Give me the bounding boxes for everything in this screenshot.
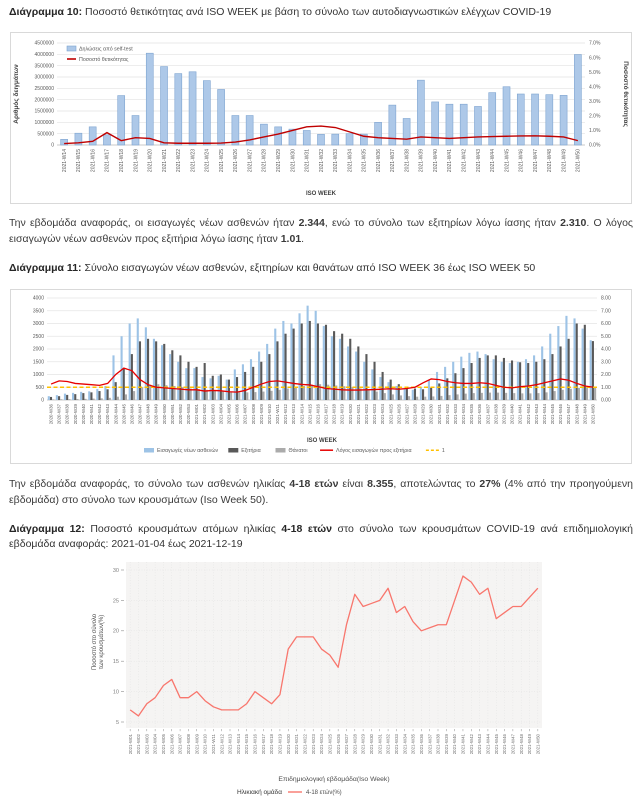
- svg-text:2021-W44: 2021-W44: [490, 148, 497, 172]
- svg-text:2021-W32: 2021-W32: [318, 148, 325, 172]
- svg-text:2021-W05: 2021-W05: [161, 733, 167, 754]
- svg-text:2021-W50: 2021-W50: [535, 733, 541, 754]
- plot-area: [13, 41, 629, 197]
- svg-text:2021-W12: 2021-W12: [283, 404, 289, 425]
- svg-text:2021-W24: 2021-W24: [380, 404, 386, 425]
- svg-text:2021-W07: 2021-W07: [242, 404, 248, 425]
- svg-text:3.0%: 3.0%: [589, 98, 601, 105]
- svg-text:Θάνατοι: Θάνατοι: [288, 448, 308, 455]
- svg-text:2021-W36: 2021-W36: [418, 733, 424, 754]
- svg-text:4.00: 4.00: [601, 347, 611, 354]
- svg-text:Δηλώσεις από self-test: Δηλώσεις από self-test: [79, 46, 133, 53]
- svg-text:2021-W28: 2021-W28: [261, 148, 268, 172]
- svg-text:2020-W36: 2020-W36: [48, 404, 54, 425]
- svg-text:2021-W11: 2021-W11: [210, 733, 216, 754]
- svg-text:2021-W11: 2021-W11: [275, 404, 281, 425]
- svg-text:2021-W41: 2021-W41: [517, 404, 523, 425]
- svg-text:2020-W52: 2020-W52: [177, 404, 183, 425]
- svg-text:2021-W40: 2021-W40: [452, 733, 458, 754]
- svg-text:2021-W18: 2021-W18: [331, 404, 337, 425]
- svg-text:2021-W25: 2021-W25: [218, 148, 225, 172]
- svg-text:2.0%: 2.0%: [589, 113, 601, 120]
- svg-text:2021-W48: 2021-W48: [574, 404, 580, 425]
- svg-text:2021-W24: 2021-W24: [204, 148, 211, 172]
- svg-text:3000: 3000: [32, 321, 44, 328]
- svg-text:2021-W24: 2021-W24: [319, 733, 325, 754]
- svg-text:2021-W32: 2021-W32: [444, 404, 450, 425]
- chart10-panel: [10, 32, 632, 204]
- svg-text:2021-W45: 2021-W45: [493, 733, 499, 754]
- svg-text:30: 30: [112, 567, 119, 574]
- svg-text:2021-W28: 2021-W28: [412, 404, 418, 425]
- svg-text:1.00: 1.00: [601, 385, 611, 392]
- svg-text:5.00: 5.00: [601, 334, 611, 341]
- svg-text:6.0%: 6.0%: [589, 55, 601, 62]
- svg-text:0: 0: [51, 142, 54, 149]
- svg-text:2021-W26: 2021-W26: [396, 404, 402, 425]
- svg-text:7.0%: 7.0%: [589, 40, 601, 47]
- svg-text:2500: 2500: [32, 334, 44, 341]
- svg-text:2021-W38: 2021-W38: [435, 733, 441, 754]
- svg-text:2021-W17: 2021-W17: [104, 148, 111, 172]
- svg-text:2021-W01: 2021-W01: [194, 404, 200, 425]
- svg-text:2021-W26: 2021-W26: [233, 148, 240, 172]
- svg-text:2021-W42: 2021-W42: [468, 733, 474, 754]
- svg-text:3.00: 3.00: [601, 359, 611, 366]
- svg-text:2021-W37: 2021-W37: [390, 148, 397, 172]
- svg-text:3500: 3500: [32, 308, 44, 315]
- svg-text:6.00: 6.00: [601, 321, 611, 328]
- svg-text:2021-W27: 2021-W27: [344, 733, 350, 754]
- svg-text:2021-W10: 2021-W10: [266, 404, 272, 425]
- svg-text:0.0%: 0.0%: [589, 142, 601, 149]
- svg-text:2021-W19: 2021-W19: [277, 733, 283, 754]
- svg-text:15: 15: [112, 658, 119, 665]
- svg-text:2021-W13: 2021-W13: [291, 404, 297, 425]
- chart10-caption: Διάγραμμα 10: Ποσοστό θετικότητας ανά ISO WEEK με βάση το σύνολο των αυτοδιαγνωστικών ελέγχων COVID-19: [9, 6, 552, 18]
- svg-text:2021-W34: 2021-W34: [461, 404, 467, 425]
- chart11-panel: [10, 289, 632, 464]
- svg-text:4500000: 4500000: [34, 40, 54, 47]
- chart12-panel: [86, 556, 556, 801]
- svg-text:ISO WEEK: ISO WEEK: [305, 190, 337, 197]
- svg-text:3000000: 3000000: [34, 74, 54, 81]
- svg-text:2021-W16: 2021-W16: [90, 148, 97, 172]
- svg-text:1: 1: [441, 448, 445, 455]
- svg-text:2021-W21: 2021-W21: [294, 733, 300, 754]
- svg-text:2021-W49: 2021-W49: [527, 733, 533, 754]
- svg-text:4.0%: 4.0%: [589, 84, 601, 91]
- svg-text:2021-W19: 2021-W19: [339, 404, 345, 425]
- svg-text:2021-W20: 2021-W20: [285, 733, 291, 754]
- svg-text:2021-W10: 2021-W10: [202, 733, 208, 754]
- svg-text:2021-W40: 2021-W40: [509, 404, 515, 425]
- svg-text:2021-W49: 2021-W49: [561, 148, 568, 172]
- svg-text:2021-W47: 2021-W47: [532, 148, 539, 172]
- svg-text:2020-W50: 2020-W50: [161, 404, 167, 425]
- svg-text:2021-W45: 2021-W45: [550, 404, 556, 425]
- plot-area: [33, 296, 611, 444]
- svg-text:2020-W46: 2020-W46: [129, 404, 135, 425]
- svg-text:2021-W29: 2021-W29: [360, 733, 366, 754]
- svg-text:2021-W39: 2021-W39: [501, 404, 507, 425]
- svg-text:Αριθμός δειγμάτων: Αριθμός δειγμάτων: [13, 64, 20, 124]
- svg-text:500000: 500000: [37, 131, 54, 138]
- svg-text:2021-W43: 2021-W43: [477, 733, 483, 754]
- svg-text:2021-W48: 2021-W48: [547, 148, 554, 172]
- svg-text:2021-W17: 2021-W17: [260, 733, 266, 754]
- svg-text:Ποσοστό θετικότητας: Ποσοστό θετικότητας: [79, 56, 129, 63]
- svg-text:10: 10: [112, 689, 119, 696]
- svg-text:2021-W45: 2021-W45: [504, 148, 511, 172]
- svg-text:1000: 1000: [32, 372, 44, 379]
- svg-text:2021-W15: 2021-W15: [307, 404, 313, 425]
- legend: [237, 788, 342, 796]
- svg-text:2.00: 2.00: [601, 372, 611, 379]
- svg-text:2021-W03: 2021-W03: [144, 733, 150, 754]
- legend: [144, 447, 445, 454]
- svg-text:2021-W43: 2021-W43: [475, 148, 482, 172]
- svg-text:2021-W08: 2021-W08: [250, 404, 256, 425]
- svg-text:2021-W20: 2021-W20: [347, 404, 353, 425]
- svg-text:2021-W42: 2021-W42: [461, 148, 468, 172]
- svg-text:2021-W13: 2021-W13: [227, 733, 233, 754]
- svg-text:5: 5: [115, 719, 119, 726]
- svg-text:2021-W09: 2021-W09: [194, 733, 200, 754]
- admissions-discharges-deaths-chart: [11, 290, 630, 463]
- svg-text:2021-W27: 2021-W27: [404, 404, 410, 425]
- svg-text:2021-W39: 2021-W39: [418, 148, 425, 172]
- svg-text:2021-W47: 2021-W47: [510, 733, 516, 754]
- svg-text:2021-W12: 2021-W12: [219, 733, 225, 754]
- svg-text:20: 20: [112, 628, 119, 635]
- svg-text:2021-W35: 2021-W35: [410, 733, 416, 754]
- svg-text:2021-W50: 2021-W50: [575, 148, 582, 172]
- svg-text:2021-W46: 2021-W46: [502, 733, 508, 754]
- svg-text:2021-W30: 2021-W30: [290, 148, 297, 172]
- svg-text:2021-W14: 2021-W14: [235, 733, 241, 754]
- svg-text:2021-W21: 2021-W21: [161, 148, 168, 172]
- age-4-18-percentage-chart: [86, 556, 556, 801]
- svg-text:2021-W01: 2021-W01: [127, 733, 133, 754]
- svg-text:4000: 4000: [32, 296, 44, 303]
- svg-text:2021-W21: 2021-W21: [355, 404, 361, 425]
- svg-text:2020-W44: 2020-W44: [113, 404, 119, 425]
- svg-text:2021-W31: 2021-W31: [304, 148, 311, 172]
- svg-text:2021-W30: 2021-W30: [369, 733, 375, 754]
- svg-text:2021-W14: 2021-W14: [299, 404, 305, 425]
- svg-text:2021-W37: 2021-W37: [427, 733, 433, 754]
- svg-text:4-18 ετών(%): 4-18 ετών(%): [306, 789, 342, 796]
- svg-text:ISO WEEK: ISO WEEK: [306, 438, 338, 445]
- svg-text:2021-W09: 2021-W09: [258, 404, 264, 425]
- svg-text:2021-W15: 2021-W15: [76, 148, 83, 172]
- svg-text:2021-W40: 2021-W40: [432, 148, 439, 172]
- svg-text:2021-W46: 2021-W46: [518, 148, 525, 172]
- svg-text:2020-W42: 2020-W42: [97, 404, 103, 425]
- svg-text:2021-W44: 2021-W44: [485, 733, 491, 754]
- svg-text:2020-W43: 2020-W43: [105, 404, 111, 425]
- svg-text:0: 0: [41, 398, 44, 405]
- svg-text:2021-W33: 2021-W33: [333, 148, 340, 172]
- svg-text:2021-W41: 2021-W41: [447, 148, 454, 172]
- svg-text:2500000: 2500000: [34, 85, 54, 92]
- admissions-summary-text: Την εβδομάδα αναφοράς, οι εισαγωγές νέων ασθενών ήταν 2.344, ενώ το σύνολο των εξιτηρίων λόγω ίασης ήταν 2.310. Ο λόγος εισαγωγών νέων ασθενών προς εξιτήρια λόγω ίασης ήταν 1.01.: [9, 216, 633, 245]
- svg-text:2021-W03: 2021-W03: [210, 404, 216, 425]
- svg-text:1500: 1500: [32, 359, 44, 366]
- svg-text:2020-W39: 2020-W39: [72, 404, 78, 425]
- svg-text:Λόγος εισαγωγών προς εξιτήρια: Λόγος εισαγωγών προς εξιτήρια: [336, 448, 412, 455]
- svg-text:2021-W36: 2021-W36: [477, 404, 483, 425]
- svg-text:2021-W33: 2021-W33: [394, 733, 399, 754]
- svg-text:2021-W46: 2021-W46: [558, 404, 564, 425]
- svg-text:2021-W08: 2021-W08: [186, 733, 191, 754]
- svg-text:2020-W48: 2020-W48: [145, 404, 151, 425]
- svg-text:2021-W49: 2021-W49: [582, 404, 588, 425]
- svg-text:2021-W19: 2021-W19: [133, 148, 140, 172]
- svg-text:2020-W51: 2020-W51: [169, 404, 175, 425]
- svg-text:2021-W50: 2021-W50: [590, 404, 596, 425]
- svg-text:2021-W36: 2021-W36: [375, 148, 382, 172]
- svg-text:2021-W47: 2021-W47: [566, 404, 572, 425]
- svg-text:8.00: 8.00: [601, 296, 611, 303]
- svg-text:2021-W34: 2021-W34: [402, 733, 408, 754]
- svg-text:2021-W18: 2021-W18: [119, 148, 126, 172]
- svg-text:25: 25: [112, 597, 119, 604]
- svg-text:2021-W48: 2021-W48: [518, 733, 524, 754]
- svg-text:2021-W28: 2021-W28: [352, 733, 358, 754]
- svg-text:2021-W27: 2021-W27: [247, 148, 254, 172]
- report-page: [0, 5, 642, 801]
- svg-text:2020-W41: 2020-W41: [88, 404, 94, 425]
- svg-text:Ηλικιακή ομάδα: Ηλικιακή ομάδα: [236, 788, 282, 796]
- svg-text:2021-W06: 2021-W06: [234, 404, 240, 425]
- svg-text:2021-W33: 2021-W33: [452, 404, 458, 425]
- svg-text:2021-W32: 2021-W32: [385, 733, 391, 754]
- svg-text:2021-W23: 2021-W23: [310, 733, 316, 754]
- svg-text:4000000: 4000000: [34, 51, 54, 58]
- svg-text:2020-W45: 2020-W45: [121, 404, 127, 425]
- svg-text:2021-W18: 2021-W18: [269, 733, 275, 754]
- svg-text:1500000: 1500000: [34, 108, 54, 115]
- svg-text:2021-W37: 2021-W37: [485, 404, 491, 425]
- svg-text:1.0%: 1.0%: [589, 128, 601, 135]
- svg-text:2021-W02: 2021-W02: [202, 404, 208, 425]
- svg-text:2020-W53: 2020-W53: [186, 404, 192, 425]
- svg-text:Ποσοστό θετικότητας: Ποσοστό θετικότητας: [622, 61, 629, 127]
- svg-text:2021-W30: 2021-W30: [428, 404, 434, 425]
- svg-text:2021-W16: 2021-W16: [315, 404, 321, 425]
- selftest-positivity-chart: [11, 33, 631, 203]
- svg-text:Ποσοστό στο σύνολοτων κρουσμάτ: Ποσοστό στο σύνολοτων κρουσμάτων(%): [92, 613, 105, 670]
- svg-text:2000000: 2000000: [34, 97, 54, 104]
- svg-text:Εξιτήρια: Εξιτήρια: [241, 448, 261, 455]
- svg-text:2021-W35: 2021-W35: [469, 404, 475, 425]
- svg-text:2021-W39: 2021-W39: [443, 733, 449, 754]
- svg-text:2021-W16: 2021-W16: [252, 733, 258, 754]
- selftest-bars: [61, 53, 582, 145]
- svg-text:2020-W49: 2020-W49: [153, 404, 159, 425]
- svg-text:2021-W22: 2021-W22: [363, 404, 369, 425]
- svg-text:2021-W25: 2021-W25: [327, 733, 333, 754]
- svg-text:2021-W20: 2021-W20: [147, 148, 154, 172]
- svg-text:2021-W29: 2021-W29: [420, 404, 426, 425]
- svg-text:2021-W04: 2021-W04: [218, 404, 224, 425]
- svg-text:2020-W38: 2020-W38: [64, 404, 70, 425]
- svg-text:2021-W17: 2021-W17: [323, 404, 329, 425]
- svg-text:2021-W38: 2021-W38: [404, 148, 411, 172]
- svg-text:2021-W44: 2021-W44: [541, 404, 547, 425]
- svg-text:Επιδημιολογική εβδομάδα(Iso We: Επιδημιολογική εβδομάδα(Iso Week): [278, 775, 390, 783]
- chart12-caption: Διάγραμμα 12: Ποσοστό κρουσμάτων ατόμων ηλικίας 4-18 ετών στο σύνολο των κρουσμάτων COVID-19 ανά επιδημιολογική εβδομάδα αναφοράς: 2021-01-04 έως 2021-12-19: [9, 522, 633, 550]
- svg-text:500: 500: [35, 385, 44, 392]
- svg-text:2021-W35: 2021-W35: [361, 148, 368, 172]
- svg-text:1000000: 1000000: [34, 119, 54, 126]
- svg-text:2021-W43: 2021-W43: [533, 404, 539, 425]
- svg-text:2021-W29: 2021-W29: [275, 148, 282, 172]
- svg-text:2021-W22: 2021-W22: [176, 148, 183, 172]
- svg-text:3500000: 3500000: [34, 63, 54, 70]
- svg-text:2020-W40: 2020-W40: [80, 404, 86, 425]
- svg-text:2021-W34: 2021-W34: [347, 148, 354, 172]
- svg-text:2021-W31: 2021-W31: [436, 404, 442, 425]
- svg-text:2020-W47: 2020-W47: [137, 404, 143, 425]
- svg-text:2021-W15: 2021-W15: [244, 733, 250, 754]
- svg-text:5.0%: 5.0%: [589, 69, 601, 76]
- svg-text:0.00: 0.00: [601, 398, 611, 405]
- svg-text:2021-W07: 2021-W07: [177, 733, 183, 754]
- svg-text:2021-W04: 2021-W04: [152, 733, 158, 754]
- chart11-caption: Διάγραμμα 11: Σύνολο εισαγωγών νέων ασθενών, εξιτηρίων και θανάτων από ISO WEEK 36 έως ISO WEEK 50: [9, 262, 536, 275]
- svg-text:2021-W31: 2021-W31: [377, 733, 383, 754]
- svg-text:2021-W05: 2021-W05: [226, 404, 232, 425]
- svg-text:2021-W25: 2021-W25: [388, 404, 394, 425]
- svg-text:2021-W14: 2021-W14: [61, 148, 68, 172]
- svg-text:2000: 2000: [32, 347, 44, 354]
- svg-text:2021-W06: 2021-W06: [169, 733, 175, 754]
- svg-text:2021-W26: 2021-W26: [335, 733, 341, 754]
- svg-text:7.00: 7.00: [601, 308, 611, 315]
- svg-text:2021-W23: 2021-W23: [190, 148, 197, 172]
- svg-text:Εισαγωγές νέων ασθενών: Εισαγωγές νέων ασθενών: [157, 448, 219, 455]
- svg-text:2021-W41: 2021-W41: [460, 733, 466, 754]
- svg-text:2020-W37: 2020-W37: [56, 404, 62, 425]
- svg-text:2021-W38: 2021-W38: [493, 404, 499, 425]
- svg-text:2021-W42: 2021-W42: [525, 404, 531, 425]
- svg-text:2021-W23: 2021-W23: [372, 404, 378, 425]
- age-group-summary-text: Την εβδομάδα αναφοράς, το σύνολο των ασθενών ηλικίας 4-18 ετών είναι 8.355, αποτελώντας το 27% (4% από την προηγούμενη εβδομάδα) στο σύνολο των κρουσμάτων (Iso Week 50).: [9, 478, 633, 507]
- svg-text:2021-W22: 2021-W22: [302, 733, 308, 754]
- svg-text:2021-W02: 2021-W02: [136, 733, 142, 754]
